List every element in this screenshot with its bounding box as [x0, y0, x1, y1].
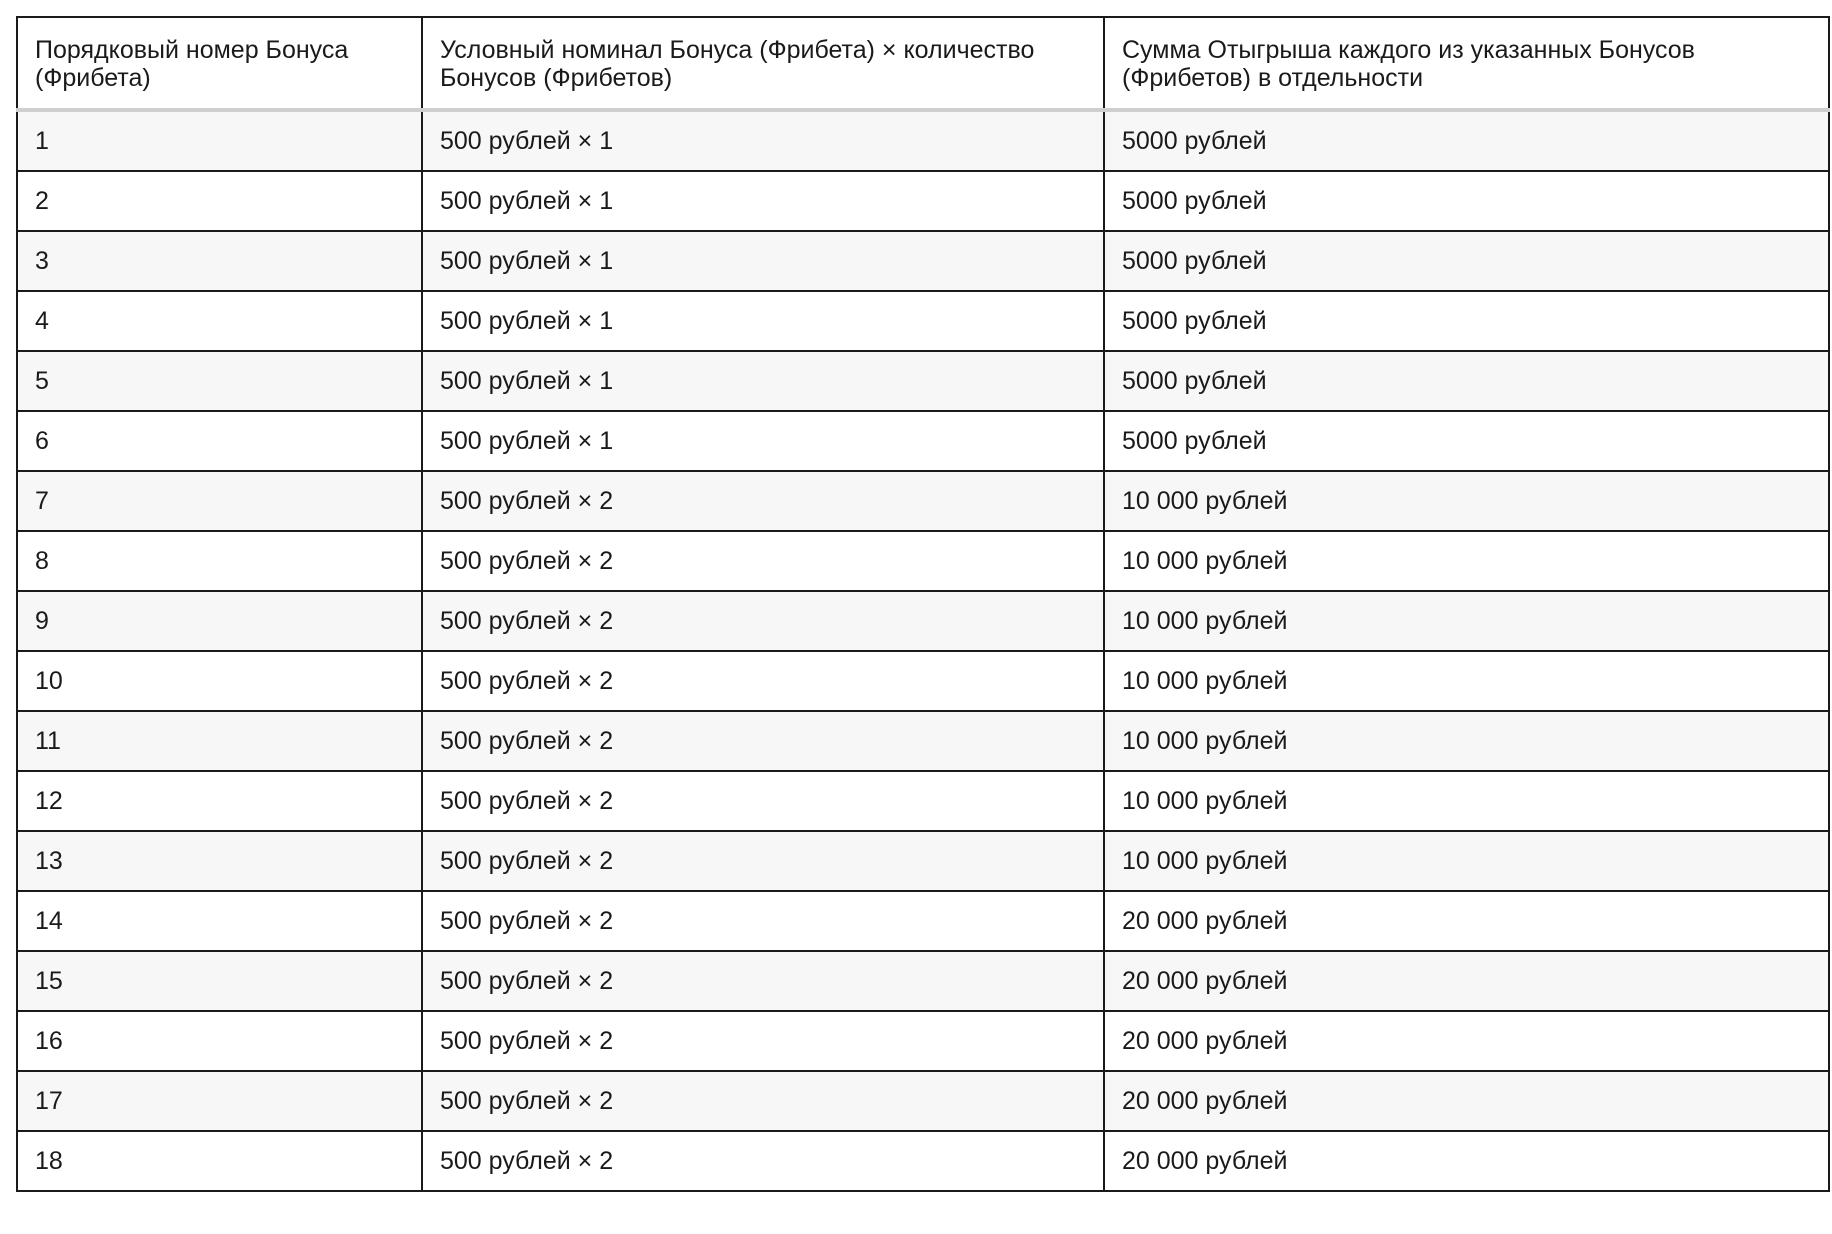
cell-bonus-number: 2 [17, 171, 422, 231]
cell-wagering-amount: 10 000 рублей [1104, 591, 1829, 651]
cell-wagering-amount: 20 000 рублей [1104, 1131, 1829, 1191]
cell-bonus-nominal: 500 рублей × 2 [422, 591, 1104, 651]
header-wagering-amount: Сумма Отыгрыша каждого из указанных Бонусов (Фрибетов) в отдельности [1104, 17, 1829, 110]
cell-bonus-nominal: 500 рублей × 2 [422, 831, 1104, 891]
cell-bonus-nominal: 500 рублей × 1 [422, 171, 1104, 231]
cell-wagering-amount: 10 000 рублей [1104, 711, 1829, 771]
cell-bonus-number: 13 [17, 831, 422, 891]
cell-wagering-amount: 10 000 рублей [1104, 771, 1829, 831]
table-row [17, 1011, 1829, 1071]
table-row [17, 471, 1829, 531]
cell-bonus-number: 18 [17, 1131, 422, 1191]
cell-bonus-number: 8 [17, 531, 422, 591]
cell-wagering-amount: 10 000 рублей [1104, 831, 1829, 891]
table-row [17, 110, 1829, 171]
cell-bonus-nominal: 500 рублей × 2 [422, 471, 1104, 531]
cell-bonus-nominal: 500 рублей × 2 [422, 1071, 1104, 1131]
table-row [17, 1131, 1829, 1191]
cell-bonus-number: 11 [17, 711, 422, 771]
table-row [17, 171, 1829, 231]
bonus-table-container [16, 16, 1828, 1192]
cell-wagering-amount: 20 000 рублей [1104, 1071, 1829, 1131]
table-row [17, 411, 1829, 471]
cell-bonus-nominal: 500 рублей × 2 [422, 891, 1104, 951]
cell-bonus-nominal: 500 рублей × 1 [422, 231, 1104, 291]
cell-bonus-number: 6 [17, 411, 422, 471]
cell-wagering-amount: 20 000 рублей [1104, 951, 1829, 1011]
header-bonus-number: Порядковый номер Бонуса (Фрибета) [17, 17, 422, 110]
cell-bonus-number: 17 [17, 1071, 422, 1131]
cell-bonus-number: 16 [17, 1011, 422, 1071]
cell-bonus-number: 12 [17, 771, 422, 831]
cell-bonus-number: 1 [17, 110, 422, 171]
table-header [17, 17, 1829, 110]
cell-wagering-amount: 10 000 рублей [1104, 531, 1829, 591]
cell-bonus-nominal: 500 рублей × 2 [422, 951, 1104, 1011]
cell-bonus-number: 5 [17, 351, 422, 411]
cell-bonus-nominal: 500 рублей × 1 [422, 411, 1104, 471]
table-row [17, 831, 1829, 891]
table-row [17, 291, 1829, 351]
cell-bonus-nominal: 500 рублей × 1 [422, 351, 1104, 411]
cell-wagering-amount: 5000 рублей [1104, 291, 1829, 351]
cell-wagering-amount: 20 000 рублей [1104, 891, 1829, 951]
cell-bonus-nominal: 500 рублей × 2 [422, 771, 1104, 831]
cell-wagering-amount: 10 000 рублей [1104, 471, 1829, 531]
cell-wagering-amount: 5000 рублей [1104, 411, 1829, 471]
cell-bonus-nominal: 500 рублей × 2 [422, 1131, 1104, 1191]
cell-bonus-number: 7 [17, 471, 422, 531]
cell-bonus-number: 10 [17, 651, 422, 711]
cell-wagering-amount: 20 000 рублей [1104, 1011, 1829, 1071]
cell-wagering-amount: 5000 рублей [1104, 231, 1829, 291]
cell-bonus-nominal: 500 рублей × 2 [422, 1011, 1104, 1071]
table-row [17, 231, 1829, 291]
cell-wagering-amount: 5000 рублей [1104, 110, 1829, 171]
table-row [17, 951, 1829, 1011]
cell-wagering-amount: 5000 рублей [1104, 351, 1829, 411]
cell-bonus-number: 4 [17, 291, 422, 351]
table-row [17, 1071, 1829, 1131]
table-body [17, 110, 1829, 1191]
bonus-table [16, 16, 1830, 1192]
cell-bonus-number: 15 [17, 951, 422, 1011]
cell-wagering-amount: 10 000 рублей [1104, 651, 1829, 711]
table-row [17, 891, 1829, 951]
table-row [17, 351, 1829, 411]
header-bonus-nominal: Условный номинал Бонуса (Фрибета) × количество Бонусов (Фрибетов) [422, 17, 1104, 110]
header-row [17, 17, 1829, 110]
cell-bonus-nominal: 500 рублей × 1 [422, 110, 1104, 171]
cell-bonus-number: 9 [17, 591, 422, 651]
table-row [17, 531, 1829, 591]
cell-wagering-amount: 5000 рублей [1104, 171, 1829, 231]
cell-bonus-nominal: 500 рублей × 1 [422, 291, 1104, 351]
cell-bonus-nominal: 500 рублей × 2 [422, 711, 1104, 771]
cell-bonus-number: 3 [17, 231, 422, 291]
table-row [17, 651, 1829, 711]
table-row [17, 771, 1829, 831]
cell-bonus-nominal: 500 рублей × 2 [422, 531, 1104, 591]
cell-bonus-number: 14 [17, 891, 422, 951]
table-row [17, 591, 1829, 651]
cell-bonus-nominal: 500 рублей × 2 [422, 651, 1104, 711]
table-row [17, 711, 1829, 771]
